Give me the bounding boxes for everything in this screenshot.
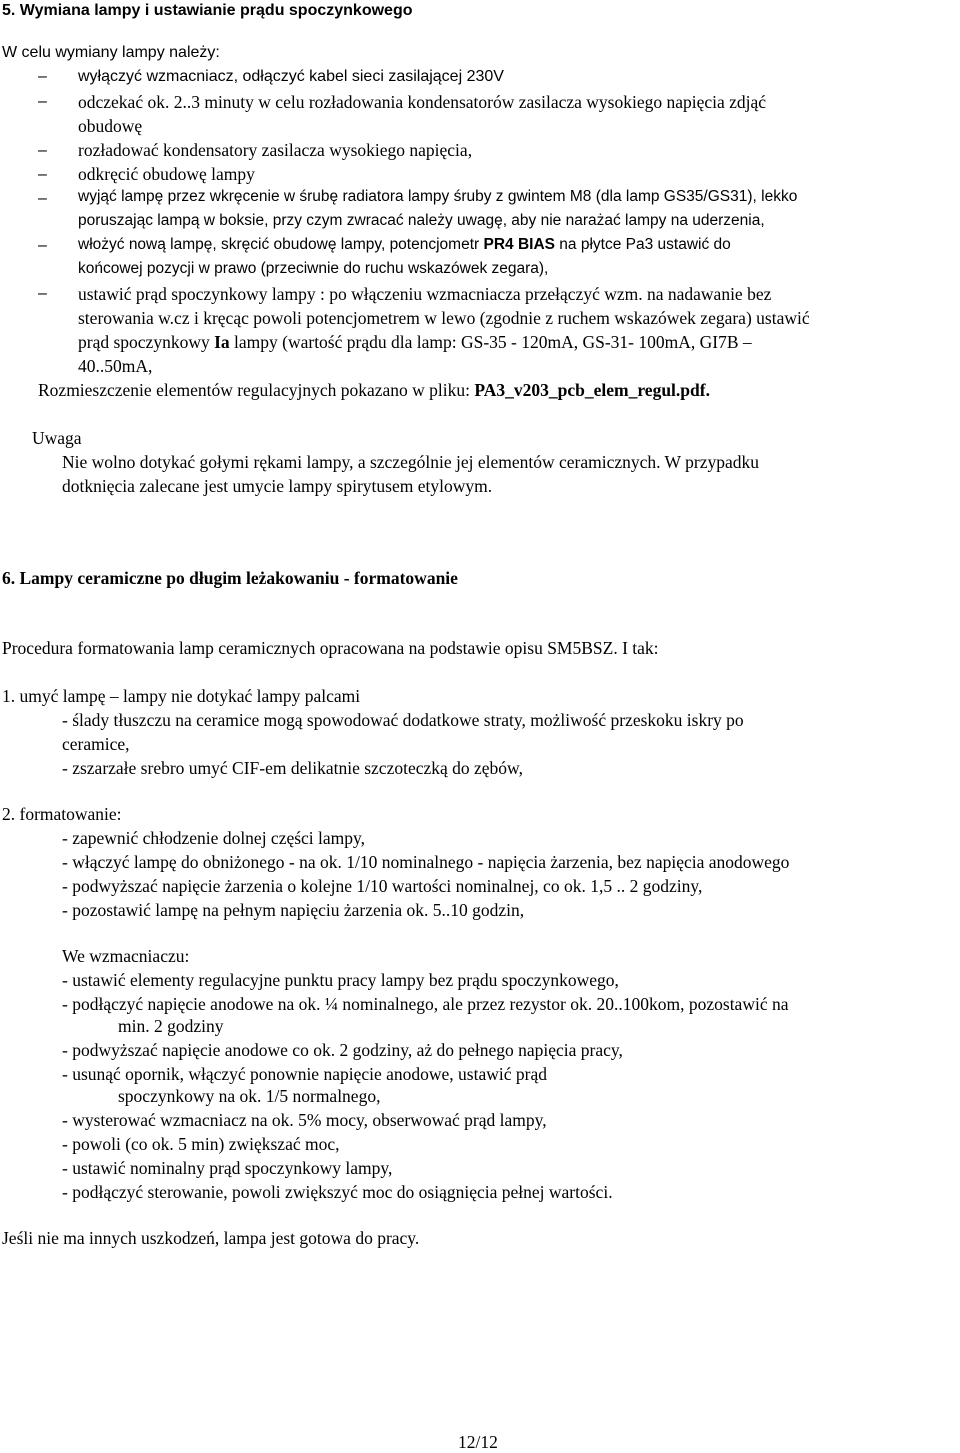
step-line: sterowania w.cz i kręcąc powoli potencjometrem w lewo (zgodnie z ruchem wskazówek zegara) ustawić: [78, 308, 810, 328]
page-number: 12/12: [458, 1432, 498, 1452]
step-2-line: - pozostawić lampę na pełnym napięciu żarzenia ok. 5..10 godzin,: [62, 900, 525, 920]
amplifier-line: - usunąć opornik, włączyć ponownie napięcie anodowe, ustawić prąd: [62, 1064, 547, 1084]
amplifier-line: - powoli (co ok. 5 min) zwiększać moc,: [62, 1134, 340, 1154]
step-line: [78, 236, 731, 254]
section-5-title: 5. Wymiana lampy i ustawianie prądu spoczynkowego: [2, 2, 413, 19]
step-2-line: - zapewnić chłodzenie dolnej części lampy,: [62, 828, 366, 848]
warning-title: Uwaga: [32, 428, 82, 448]
step-1-line: - zszarzałe srebro umyć CIF-em delikatnie szczoteczką do zębów,: [62, 758, 523, 778]
amplifier-line: spoczynkowy na ok. 1/5 normalnego,: [118, 1086, 381, 1106]
step-text: prąd spoczynkowy: [78, 332, 215, 352]
section-6-title: 6. Lampy ceramiczne po długim leżakowaniu - formatowanie: [2, 568, 458, 588]
step-line: 40..50mA,: [78, 356, 153, 376]
step-text: lampy (wartość prądu dla lamp: GS-35 - 120mA, GS-31- 100mA, GI7B –: [229, 332, 752, 352]
amplifier-line: min. 2 godziny: [118, 1016, 224, 1036]
warning-line: Nie wolno dotykać gołymi rękami lampy, a szczególnie jej elementów ceramicznych. W przypadku: [62, 452, 760, 472]
layout-file-name: PA3_v203_pcb_elem_regul.pdf.: [474, 380, 710, 400]
step-line: ustawić prąd spoczynkowy lampy : po włączeniu wzmacniacza przełączyć wzm. na nadawanie bez: [78, 284, 772, 304]
step-1-heading: 1. umyć lampę – lampy nie dotykać lampy palcami: [2, 686, 361, 706]
section-5-intro: W celu wymiany lampy należy:: [2, 44, 220, 61]
step-1-line: ceramice,: [62, 734, 130, 754]
step-2-heading: 2. formatowanie:: [2, 804, 122, 824]
step-line: wyłączyć wzmacniacz, odłączyć kabel sieci zasilającej 230V: [78, 68, 504, 85]
step-text: włożyć nową lampę, skręcić obudowę lampy, potencjometr: [78, 236, 484, 253]
current-label: Ia: [214, 332, 230, 352]
amplifier-line: - ustawić elementy regulacyjne punktu pracy lampy bez prądu spoczynkowego,: [62, 970, 619, 990]
step-line: rozładować kondensatory zasilacza wysokiego napięcia,: [78, 140, 473, 160]
step-line: odczekać ok. 2..3 minuty w celu rozładowania kondensatorów zasilacza wysokiego napięcia zdjąć: [78, 92, 767, 112]
warning-line: dotknięcia zalecane jest umycie lampy spirytusem etylowym.: [62, 476, 493, 496]
section-6-intro: Procedura formatowania lamp ceramicznych opracowana na podstawie opisu SM5BSZ. I tak:: [2, 638, 659, 658]
closing-note: Jeśli nie ma innych uszkodzeń, lampa jest gotowa do pracy.: [2, 1228, 420, 1248]
bullet-marker: –: [38, 285, 47, 302]
step-line: obudowę: [78, 116, 143, 136]
amplifier-line: - ustawić nominalny prąd spoczynkowy lampy,: [62, 1158, 393, 1178]
bullet-marker: –: [38, 68, 47, 85]
step-line: wyjąć lampę przez wkręcenie w śrubę radiatora lampy śruby z gwintem M8 (dla lamp GS35/GS31), lekko: [78, 188, 798, 205]
step-line: [78, 332, 752, 353]
bullet-marker: –: [38, 93, 47, 110]
step-1-line: - ślady tłuszczu na ceramice mogą spowodować dodatkowe straty, możliwość przeskoku iskry po: [62, 710, 744, 730]
bullet-marker: –: [38, 142, 47, 159]
layout-note-text: Rozmieszczenie elementów regulacyjnych pokazano w pliku:: [38, 380, 475, 400]
step-2-line: - włączyć lampę do obniżonego - na ok. 1/10 nominalnego - napięcia żarzenia, bez napięcia anodowego: [62, 852, 790, 872]
step-line: odkręcić obudowę lampy: [78, 164, 255, 184]
step-text: na płytce Pa3 ustawić do: [554, 236, 731, 253]
amplifier-line: - wysterować wzmacniacz na ok. 5% mocy, obserwować prąd lampy,: [62, 1110, 547, 1130]
bullet-marker: –: [38, 190, 47, 207]
bullet-marker: –: [38, 166, 47, 183]
amplifier-heading: We wzmacniaczu:: [62, 946, 190, 966]
amplifier-line: - podwyższać napięcie anodowe co ok. 2 godziny, aż do pełnego napięcia pracy,: [62, 1040, 623, 1060]
layout-note: [38, 380, 710, 401]
potentiometer-label: PR4 BIAS: [483, 236, 555, 253]
step-2-line: - podwyższać napięcie żarzenia o kolejne 1/10 wartości nominalnej, co ok. 1,5 .. 2 godziny,: [62, 876, 703, 896]
amplifier-line: - podłączyć napięcie anodowe na ok. ¼ nominalnego, ale przez rezystor ok. 20..100kom, pozostawić na: [62, 994, 789, 1014]
amplifier-line: - podłączyć sterowanie, powoli zwiększyć moc do osiągnięcia pełnej wartości.: [62, 1182, 613, 1202]
bullet-marker: –: [38, 237, 47, 254]
step-line: poruszając lampą w boksie, przy czym zwracać należy uwagę, aby nie narażać lampy na uderzenia,: [78, 212, 765, 229]
step-line: końcowej pozycji w prawo (przeciwnie do ruchu wskazówek zegara),: [78, 260, 549, 277]
